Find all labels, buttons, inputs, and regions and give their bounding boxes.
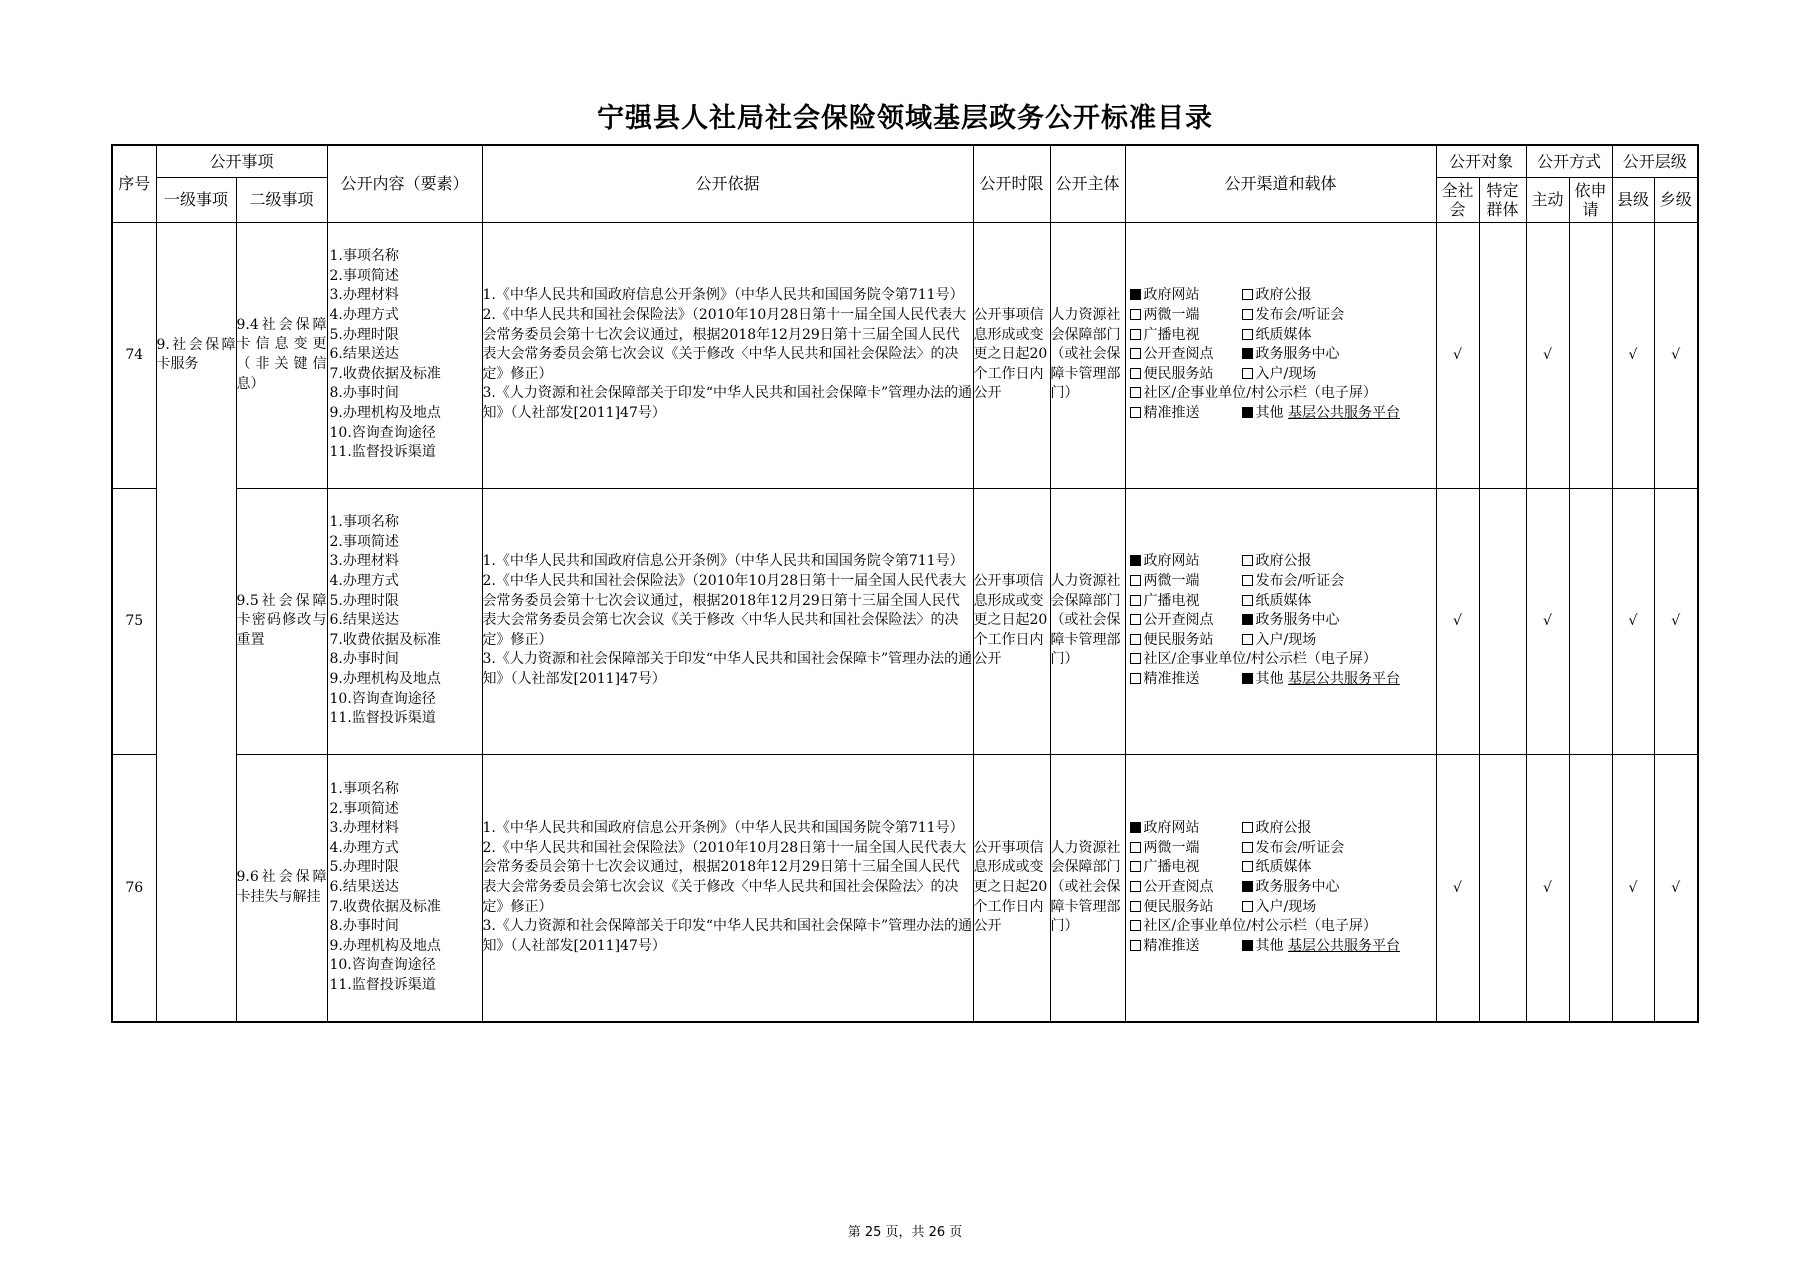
- unchecked-box-icon: [1130, 842, 1141, 853]
- level2-item: 9.5社会保障卡密码修改与重置: [236, 488, 327, 754]
- channel-option-other: [1242, 937, 1436, 957]
- checked-box-icon: [1242, 614, 1253, 625]
- unchecked-box-icon: [1130, 861, 1141, 872]
- unchecked-box-icon: [1242, 822, 1253, 833]
- level-county-check: √: [1612, 754, 1654, 1022]
- row-seq: 75: [112, 488, 156, 754]
- unchecked-box-icon: [1130, 368, 1141, 379]
- channel-label: 政府网站: [1143, 820, 1200, 837]
- channel-option-service-center: [1242, 878, 1436, 898]
- channel-option-service-station: [1130, 898, 1242, 918]
- content-element-item: 9.办理机构及地点: [329, 670, 441, 687]
- content-element-item: 4.办理方式: [329, 839, 399, 856]
- header-time: 公开时限: [973, 145, 1050, 222]
- channel-option-gov-site: [1130, 552, 1242, 572]
- channel-option-gov-bulletin: [1242, 286, 1436, 306]
- header-method-request: 依申请: [1569, 177, 1612, 222]
- checked-box-icon: [1130, 289, 1141, 300]
- channel-label: 政务服务中心: [1255, 612, 1340, 629]
- unchecked-box-icon: [1242, 368, 1253, 379]
- checked-box-icon: [1242, 940, 1253, 951]
- channel-option-onsite: [1242, 631, 1436, 651]
- level2-item: 9.4社会保障卡信息变更（非关键信息）: [236, 222, 327, 488]
- channel-label: 其他: [1255, 937, 1284, 954]
- checked-box-icon: [1242, 407, 1253, 418]
- unchecked-box-icon: [1242, 289, 1253, 300]
- channel-option-two-micro: [1130, 839, 1242, 859]
- method-active-check: √: [1526, 754, 1569, 1022]
- channel-option-press: [1242, 572, 1436, 592]
- channel-option-paper: [1242, 592, 1436, 612]
- basis-item: 2.《中华人民共和国社会保险法》（2010年10月28日第十一届全国人民代表大会常务委员会第十七次会议通过，根据2018年12月29日第十三届全国人民代表大会常务委员会第七次会议《关于修改〈中华人民共和国社会保险法〉的决定》修正）: [482, 307, 967, 382]
- channel-option-broadcast: [1130, 592, 1242, 612]
- channel-option-service-station: [1130, 365, 1242, 385]
- table-row: [112, 488, 1698, 754]
- basis-item: 3.《人力资源和社会保障部关于印发“中华人民共和国社会保障卡”管理办法的通知》（人社部发[2011]47号）: [482, 651, 973, 687]
- header-content: 公开内容（要素）: [327, 145, 482, 222]
- channel-label: 入户/现场: [1255, 365, 1317, 382]
- disclosure-channels: [1125, 222, 1436, 488]
- channel-label: 公开查阅点: [1143, 612, 1214, 629]
- disclosure-basis: [482, 222, 973, 488]
- target-all-check: √: [1436, 754, 1479, 1022]
- content-element-item: 6.结果送达: [329, 878, 399, 895]
- channel-option-other: [1242, 670, 1436, 690]
- row-seq: 74: [112, 222, 156, 488]
- content-element-item: 10.咨询查询途径: [329, 424, 436, 441]
- channel-label: 两微一端: [1143, 307, 1200, 324]
- basis-item: 3.《人力资源和社会保障部关于印发“中华人民共和国社会保障卡”管理办法的通知》（人社部发[2011]47号）: [482, 385, 973, 421]
- header-level-group: 公开层级: [1612, 145, 1698, 177]
- basis-item: 1.《中华人民共和国政府信息公开条例》（中华人民共和国国务院令第711号）: [482, 820, 964, 837]
- channel-option-press: [1242, 839, 1436, 859]
- channel-label: 公开查阅点: [1143, 878, 1214, 895]
- channel-label: 社区/企事业单位/村公示栏（电子屏）: [1143, 918, 1377, 935]
- unchecked-box-icon: [1130, 940, 1141, 951]
- target-specific-check: [1479, 222, 1526, 488]
- content-element-item: 2.事项简述: [329, 267, 399, 284]
- channel-label: 发布会/听证会: [1255, 307, 1345, 324]
- unchecked-box-icon: [1242, 329, 1253, 340]
- basis-item: 1.《中华人民共和国政府信息公开条例》（中华人民共和国国务院令第711号）: [482, 553, 964, 570]
- catalog-table: [111, 144, 1699, 1023]
- basis-item: 2.《中华人民共和国社会保险法》（2010年10月28日第十一届全国人民代表大会常务委员会第十七次会议通过，根据2018年12月29日第十三届全国人民代表大会常务委员会第七次会议《关于修改〈中华人民共和国社会保险法〉的决定》修正）: [482, 839, 967, 915]
- method-request-check: [1569, 488, 1612, 754]
- channel-label: 便民服务站: [1143, 898, 1214, 915]
- content-element-item: 5.办理时限: [329, 859, 399, 876]
- unchecked-box-icon: [1242, 309, 1253, 320]
- unchecked-box-icon: [1242, 595, 1253, 606]
- content-elements: [327, 754, 482, 1022]
- unchecked-box-icon: [1130, 881, 1141, 892]
- disclosure-subject: 人力资源社会保障部门（或社会保障卡管理部门）: [1050, 222, 1125, 488]
- channel-label: 政府公报: [1255, 820, 1312, 837]
- channel-other-value: 基层公共服务平台: [1287, 937, 1400, 954]
- unchecked-box-icon: [1130, 575, 1141, 586]
- channel-label: 两微一端: [1143, 839, 1200, 856]
- channel-option-gov-site: [1130, 819, 1242, 839]
- unchecked-box-icon: [1130, 614, 1141, 625]
- disclosure-basis: [482, 754, 973, 1022]
- header-seq: 序号: [112, 145, 156, 222]
- header-channels: 公开渠道和载体: [1125, 145, 1436, 222]
- target-all-check: √: [1436, 488, 1479, 754]
- channel-label: 纸质媒体: [1255, 592, 1312, 609]
- channel-label: 其他: [1255, 670, 1284, 687]
- header-target-specific: 特定群体: [1479, 177, 1526, 222]
- level-county-check: √: [1612, 488, 1654, 754]
- channel-option-broadcast: [1130, 858, 1242, 878]
- content-element-item: 3.办理材料: [329, 287, 399, 304]
- content-element-item: 10.咨询查询途径: [329, 957, 436, 974]
- channel-option-community: [1130, 917, 1436, 937]
- header-level-county: 县级: [1612, 177, 1654, 222]
- unchecked-box-icon: [1242, 634, 1253, 645]
- row-seq: 76: [112, 754, 156, 1022]
- content-element-item: 8.办事时间: [329, 918, 399, 935]
- channel-label: 精准推送: [1143, 670, 1200, 687]
- content-element-item: 11.监督投诉渠道: [329, 710, 436, 727]
- channel-option-reading-point: [1130, 878, 1242, 898]
- unchecked-box-icon: [1242, 901, 1253, 912]
- disclosure-time: 公开事项信息形成或变更之日起20个工作日内公开: [973, 488, 1050, 754]
- content-element-item: 7.收费依据及标准: [329, 898, 441, 915]
- content-element-item: 8.办事时间: [329, 385, 399, 402]
- unchecked-box-icon: [1130, 920, 1141, 931]
- page-footer: 第 25 页，共 26 页: [847, 1225, 963, 1240]
- content-element-item: 3.办理材料: [329, 820, 399, 837]
- unchecked-box-icon: [1130, 653, 1141, 664]
- channel-label: 政务服务中心: [1255, 346, 1340, 363]
- header-level-township: 乡级: [1654, 177, 1698, 222]
- channel-option-paper: [1242, 326, 1436, 346]
- table-row: [112, 754, 1698, 1022]
- unchecked-box-icon: [1130, 901, 1141, 912]
- table-row: [112, 222, 1698, 488]
- content-element-item: 2.事项简述: [329, 533, 399, 550]
- unchecked-box-icon: [1242, 555, 1253, 566]
- channel-label: 社区/企事业单位/村公示栏（电子屏）: [1143, 651, 1377, 668]
- disclosure-channels: [1125, 488, 1436, 754]
- unchecked-box-icon: [1242, 842, 1253, 853]
- target-specific-check: [1479, 754, 1526, 1022]
- channel-option-other: [1242, 404, 1436, 424]
- basis-item: 2.《中华人民共和国社会保险法》（2010年10月28日第十一届全国人民代表大会常务委员会第十七次会议通过，根据2018年12月29日第十三届全国人民代表大会常务委员会第七次会议《关于修改〈中华人民共和国社会保险法〉的决定》修正）: [482, 573, 967, 648]
- channel-label: 社区/企事业单位/村公示栏（电子屏）: [1143, 385, 1377, 402]
- channel-label: 公开查阅点: [1143, 346, 1214, 363]
- disclosure-channels: [1125, 754, 1436, 1022]
- channel-option-press: [1242, 306, 1436, 326]
- channel-option-reading-point: [1130, 345, 1242, 365]
- content-element-item: 11.监督投诉渠道: [329, 976, 436, 993]
- content-element-item: 10.咨询查询途径: [329, 690, 436, 707]
- channel-label: 政府公报: [1255, 553, 1312, 570]
- channel-option-push: [1130, 937, 1242, 957]
- header-level2: 二级事项: [236, 177, 327, 222]
- channel-label: 其他: [1255, 404, 1284, 421]
- level2-item: 9.6社会保障卡挂失与解挂: [236, 754, 327, 1022]
- content-element-item: 4.办理方式: [329, 307, 399, 324]
- disclosure-time: 公开事项信息形成或变更之日起20个工作日内公开: [973, 754, 1050, 1022]
- checked-box-icon: [1242, 881, 1253, 892]
- level-township-check: √: [1654, 222, 1698, 488]
- channel-label: 政务服务中心: [1255, 878, 1340, 895]
- unchecked-box-icon: [1130, 309, 1141, 320]
- channel-label: 发布会/听证会: [1255, 839, 1345, 856]
- channel-label: 政府网站: [1143, 553, 1200, 570]
- content-element-item: 1.事项名称: [329, 248, 399, 265]
- content-element-item: 7.收费依据及标准: [329, 365, 441, 382]
- header-basis: 公开依据: [482, 145, 973, 222]
- content-elements: [327, 488, 482, 754]
- channel-label: 便民服务站: [1143, 365, 1214, 382]
- channel-option-paper: [1242, 858, 1436, 878]
- channel-label: 便民服务站: [1143, 631, 1214, 648]
- channel-option-onsite: [1242, 898, 1436, 918]
- header-method-active: 主动: [1526, 177, 1569, 222]
- content-element-item: 8.办事时间: [329, 651, 399, 668]
- channel-label: 发布会/听证会: [1255, 573, 1345, 590]
- level-township-check: √: [1654, 754, 1698, 1022]
- content-element-item: 9.办理机构及地点: [329, 404, 441, 421]
- channel-label: 纸质媒体: [1255, 326, 1312, 343]
- content-element-item: 11.监督投诉渠道: [329, 444, 436, 461]
- unchecked-box-icon: [1130, 595, 1141, 606]
- channel-label: 政府公报: [1255, 287, 1312, 304]
- channel-option-push: [1130, 404, 1242, 424]
- content-elements: [327, 222, 482, 488]
- content-element-item: 4.办理方式: [329, 573, 399, 590]
- target-specific-check: [1479, 488, 1526, 754]
- channel-option-broadcast: [1130, 326, 1242, 346]
- channel-label: 纸质媒体: [1255, 859, 1312, 876]
- disclosure-subject: 人力资源社会保障部门（或社会保障卡管理部门）: [1050, 754, 1125, 1022]
- unchecked-box-icon: [1130, 329, 1141, 340]
- unchecked-box-icon: [1130, 634, 1141, 645]
- unchecked-box-icon: [1242, 861, 1253, 872]
- basis-item: 3.《人力资源和社会保障部关于印发“中华人民共和国社会保障卡”管理办法的通知》（人社部发[2011]47号）: [482, 918, 973, 954]
- channel-option-service-station: [1130, 631, 1242, 651]
- channel-option-community: [1130, 650, 1436, 670]
- unchecked-box-icon: [1130, 387, 1141, 398]
- unchecked-box-icon: [1130, 348, 1141, 359]
- channel-option-two-micro: [1130, 572, 1242, 592]
- unchecked-box-icon: [1130, 673, 1141, 684]
- channel-label: 广播电视: [1143, 859, 1200, 876]
- channel-option-push: [1130, 670, 1242, 690]
- unchecked-box-icon: [1242, 575, 1253, 586]
- channel-option-community: [1130, 384, 1436, 404]
- header-target-group: 公开对象: [1436, 145, 1526, 177]
- unchecked-box-icon: [1130, 407, 1141, 418]
- channel-other-value: 基层公共服务平台: [1287, 404, 1400, 421]
- checked-box-icon: [1242, 348, 1253, 359]
- channel-label: 入户/现场: [1255, 631, 1317, 648]
- content-element-item: 1.事项名称: [329, 514, 399, 531]
- channel-option-two-micro: [1130, 306, 1242, 326]
- channel-label: 两微一端: [1143, 573, 1200, 590]
- channel-option-gov-bulletin: [1242, 819, 1436, 839]
- channel-option-reading-point: [1130, 611, 1242, 631]
- channel-option-onsite: [1242, 365, 1436, 385]
- disclosure-subject: 人力资源社会保障部门（或社会保障卡管理部门）: [1050, 488, 1125, 754]
- header-method-group: 公开方式: [1526, 145, 1612, 177]
- channel-option-service-center: [1242, 345, 1436, 365]
- target-all-check: √: [1436, 222, 1479, 488]
- channel-option-gov-site: [1130, 286, 1242, 306]
- channel-label: 精准推送: [1143, 404, 1200, 421]
- channel-label: 广播电视: [1143, 326, 1200, 343]
- content-element-item: 5.办理时限: [329, 592, 399, 609]
- level1-item: 9.社会保障卡服务: [156, 222, 236, 1022]
- basis-item: 1.《中华人民共和国政府信息公开条例》（中华人民共和国国务院令第711号）: [482, 287, 964, 304]
- channel-label: 入户/现场: [1255, 898, 1317, 915]
- method-request-check: [1569, 222, 1612, 488]
- checked-box-icon: [1130, 822, 1141, 833]
- content-element-item: 3.办理材料: [329, 553, 399, 570]
- method-request-check: [1569, 754, 1612, 1022]
- header-level1: 一级事项: [156, 177, 236, 222]
- channel-other-value: 基层公共服务平台: [1287, 670, 1400, 687]
- checked-box-icon: [1130, 555, 1141, 566]
- checked-box-icon: [1242, 673, 1253, 684]
- content-element-item: 6.结果送达: [329, 612, 399, 629]
- document-title: 宁强县人社局社会保险领域基层政务公开标准目录: [597, 103, 1213, 134]
- header-target-all: 全社会: [1436, 177, 1479, 222]
- channel-option-service-center: [1242, 611, 1436, 631]
- content-element-item: 7.收费依据及标准: [329, 631, 441, 648]
- content-element-item: 1.事项名称: [329, 780, 399, 797]
- disclosure-time: 公开事项信息形成或变更之日起20个工作日内公开: [973, 222, 1050, 488]
- content-element-item: 6.结果送达: [329, 346, 399, 363]
- content-element-item: 2.事项简述: [329, 800, 399, 817]
- disclosure-basis: [482, 488, 973, 754]
- content-element-item: 5.办理时限: [329, 326, 399, 343]
- method-active-check: √: [1526, 222, 1569, 488]
- channel-label: 精准推送: [1143, 937, 1200, 954]
- level-township-check: √: [1654, 488, 1698, 754]
- level-county-check: √: [1612, 222, 1654, 488]
- content-element-item: 9.办理机构及地点: [329, 937, 441, 954]
- channel-label: 广播电视: [1143, 592, 1200, 609]
- channel-label: 政府网站: [1143, 287, 1200, 304]
- header-items-group: 公开事项: [156, 145, 327, 177]
- header-subject: 公开主体: [1050, 145, 1125, 222]
- channel-option-gov-bulletin: [1242, 552, 1436, 572]
- method-active-check: √: [1526, 488, 1569, 754]
